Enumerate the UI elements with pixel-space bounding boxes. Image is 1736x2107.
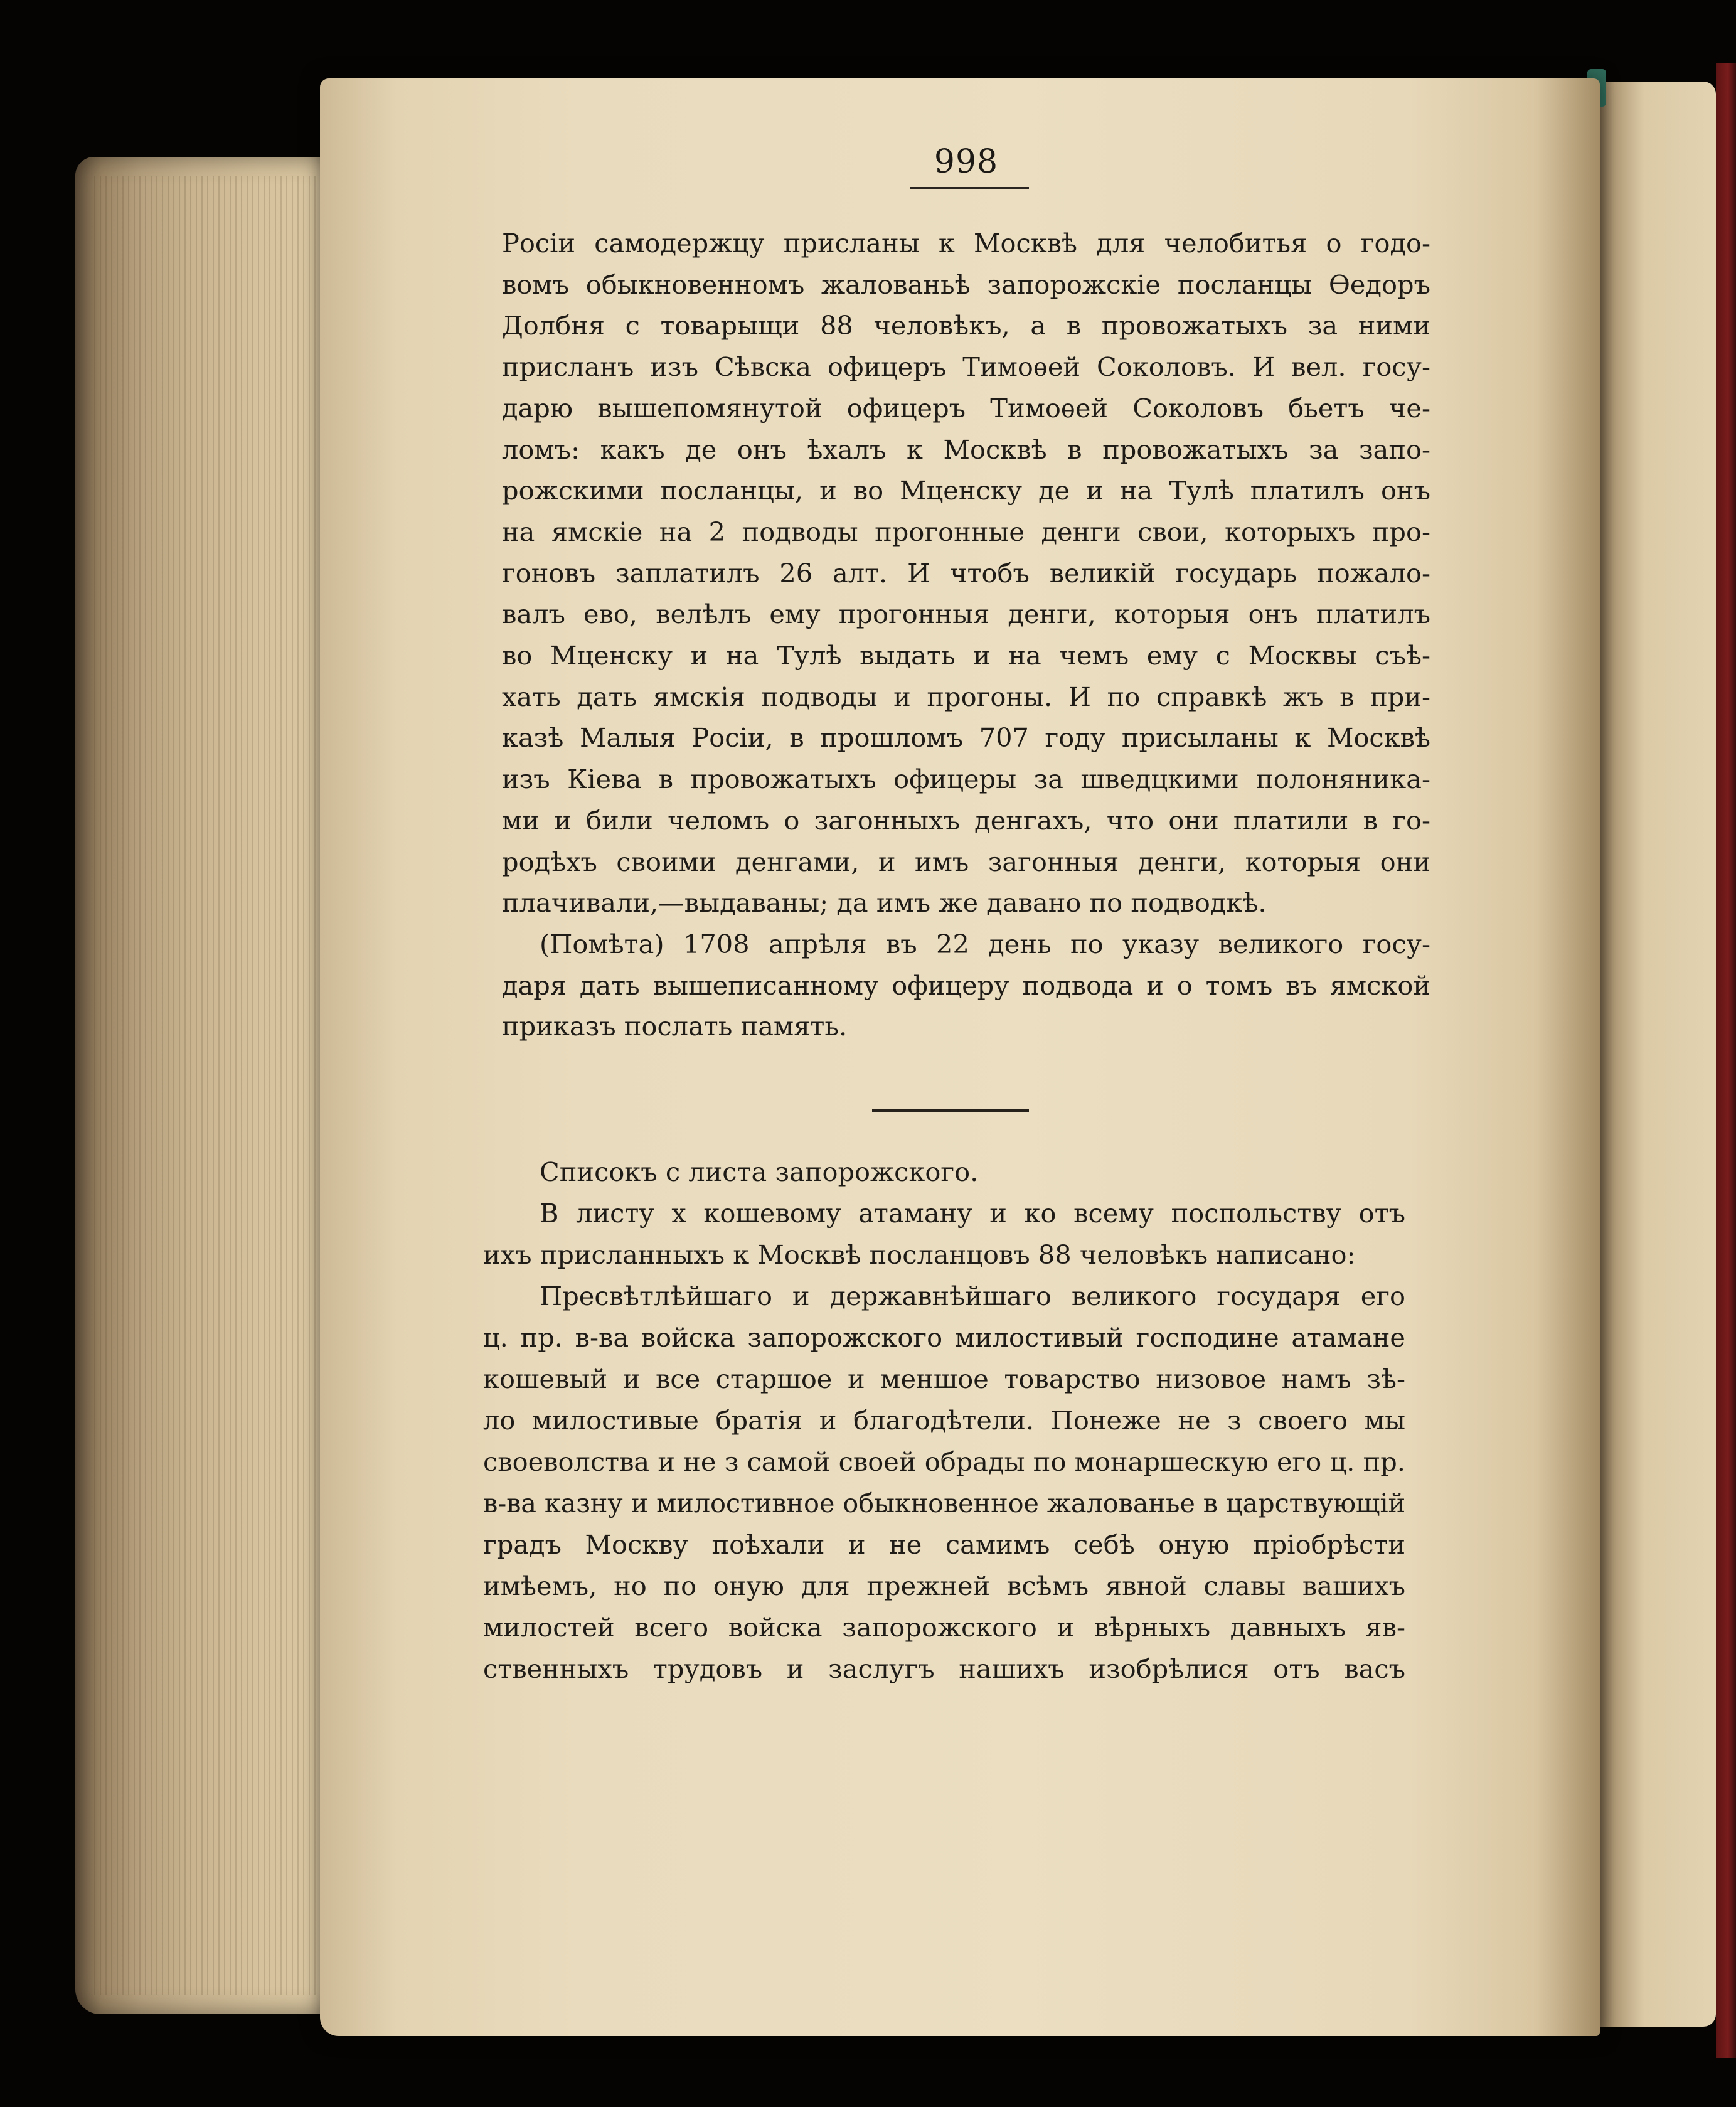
body-line: градъ Москву поѣхали и не самимъ себѣ оную пріобрѣсти	[483, 1529, 1405, 1560]
body-line: милостей всего войска запорожского и вѣрныхъ давныхъ яв-	[483, 1612, 1405, 1643]
first-section-text	[502, 223, 1430, 1047]
text-line: вомъ обыкновенномъ жалованьѣ запорожскіе посланцы Ѳедоръ	[502, 269, 1430, 300]
text-line: гоновъ заплатилъ 26 алт. И чтобъ великій государь пожало-	[502, 557, 1430, 589]
body-line: имѣемъ, но по оную для прежней всѣмъ явной славы вашихъ	[483, 1571, 1405, 1601]
page-number: 998	[934, 143, 999, 181]
body-line: ло милостивые братія и благодѣтели. Понеже не з своего мы	[483, 1405, 1405, 1436]
text-line: во Мценску и на Тулѣ выдать и на чемъ ему с Москвы съѣ-	[502, 640, 1430, 671]
intro-line: ихъ присланныхъ к Москвѣ посланцовъ 88 человѣкъ написано:	[483, 1239, 1356, 1270]
intro-line: В листу х кошевому атаману и ко всему поспольству отъ	[540, 1198, 1405, 1229]
body-line: кошевый и все старшое и меншое товарство низовое намъ зѣ-	[483, 1363, 1405, 1394]
second-section-text	[483, 1151, 1405, 1690]
text-line: ми и били челомъ о загонныхъ денгахъ, что они платили в го-	[502, 804, 1430, 836]
body-line: Пресвѣтлѣйшаго и державнѣйшаго великого государя его	[540, 1281, 1405, 1311]
text-line: дарю вышепомянутой офицеръ Тимоѳей Соколовъ бьетъ че-	[502, 392, 1430, 424]
text-line: плачивали,—выдаваны; да имъ же давано по подводкѣ.	[502, 887, 1267, 919]
text-line: на ямскіе на 2 подводы прогонные денги свои, которыхъ про-	[502, 516, 1430, 547]
note-line: приказъ послать память.	[502, 1011, 848, 1042]
text-line: рожскими посланцы, и во Мценску де и на Тулѣ платилъ онъ	[502, 475, 1430, 506]
page-stack-lines	[94, 176, 320, 1995]
text-line: Долбня с товарыщи 88 человѣкъ, а в провожатыхъ за ними	[502, 310, 1430, 341]
section-heading: Списокъ с листа запорожского.	[540, 1156, 979, 1187]
text-line: казѣ Малыя Росіи, в прошломъ 707 году присыланы к Москвѣ	[502, 722, 1430, 754]
facing-page	[1597, 82, 1716, 2027]
page-number-underline	[910, 187, 1029, 189]
text-line: ломъ: какъ де онъ ѣхалъ к Москвѣ в провожатыхъ за запо-	[502, 434, 1430, 465]
text-line: хать дать ямскія подводы и прогоны. И по справкѣ жъ в при-	[502, 681, 1430, 712]
note-line: даря дать вышеписанному офицеру подвода и о томъ въ ямской	[502, 969, 1430, 1001]
note-line: (Помѣта) 1708 апрѣля въ 22 день по указу великого госу-	[540, 928, 1430, 959]
book-cover-edge	[1716, 63, 1736, 2058]
body-line: в-ва казну и милостивное обыкновенное жалованье в царствующій	[483, 1488, 1405, 1518]
section-divider	[872, 1109, 1029, 1112]
text-line: изъ Кіева в провожатыхъ офицеры за шведцкими полоняника-	[502, 764, 1430, 795]
body-line: ственныхъ трудовъ и заслугъ нашихъ изобрѣлися отъ васъ	[483, 1653, 1405, 1684]
text-line: родѣхъ своими денгами, и имъ загонныя денги, которыя они	[502, 846, 1430, 877]
text-line: присланъ изъ Сѣвска офицеръ Тимоѳей Соколовъ. И вел. госу-	[502, 351, 1430, 383]
body-line: своеволства и не з самой своей обрады по монаршескую его ц. пр.	[483, 1446, 1405, 1477]
text-line: валъ ево, велѣлъ ему прогонныя денги, которыя онъ платилъ	[502, 599, 1430, 630]
text-line: Росіи самодержцу присланы к Москвѣ для челобитья о годо-	[502, 228, 1430, 259]
body-line: ц. пр. в-ва войска запорожского милостивый господине атамане	[483, 1322, 1405, 1353]
